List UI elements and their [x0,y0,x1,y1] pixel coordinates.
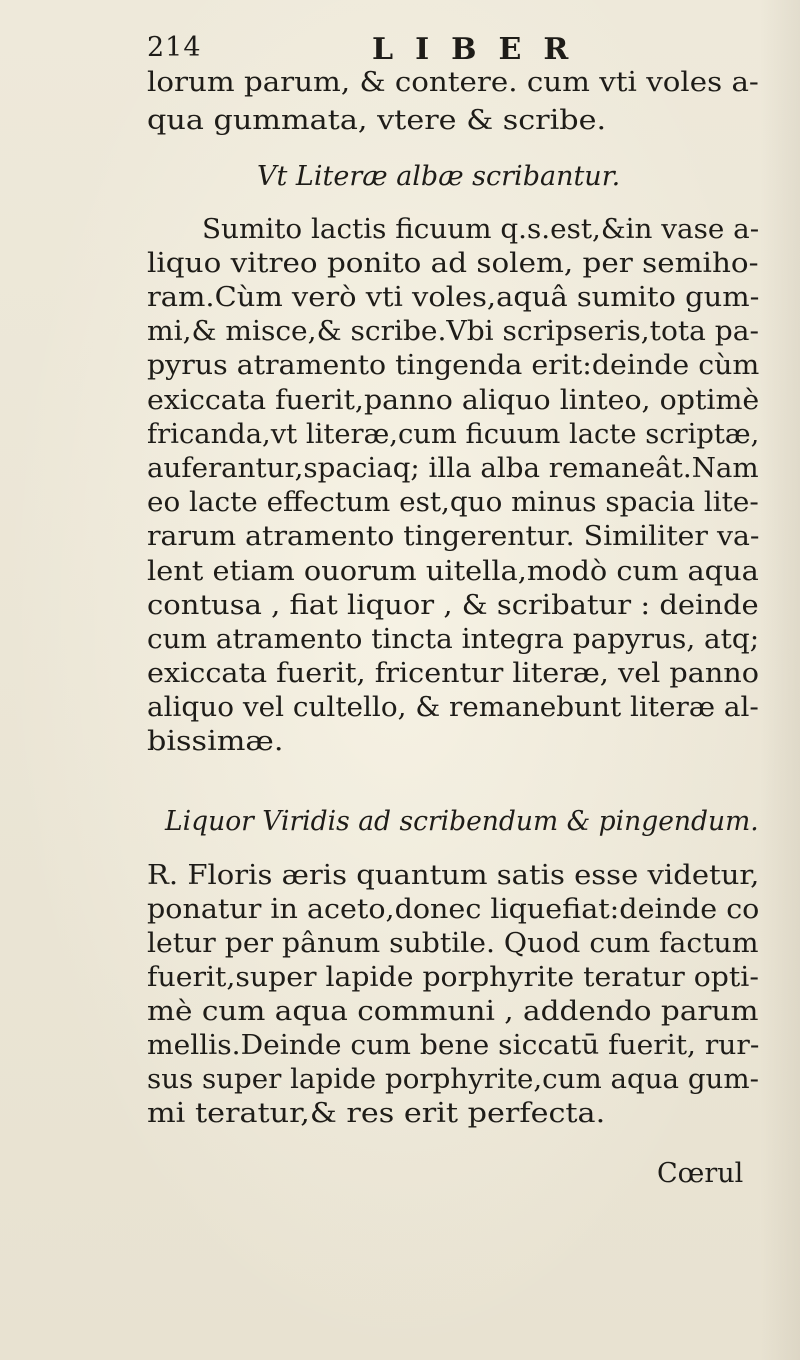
text-line: mi teratur,& res erit perfecta. [147,1098,606,1129]
text-line: mè cum aqua communi , addendo parum [147,996,759,1027]
text-line: exiccata fuerit, fricentur literæ, vel panno [147,658,759,689]
text-line: ram.Cùm verò vti voles,aquâ sumito gum- [147,282,760,313]
text-line: exiccata fuerit,panno aliquo linteo, optimè [147,385,760,416]
text-line: letur per pânum subtile. Quod cum factum [147,928,759,959]
text-line: rarum atramento tingerentur. Similiter va- [147,521,760,552]
text-line: fricanda,vt literæ,cum ficuum lacte scriptæ, [147,419,760,450]
text-line: sus super lapide porphyrite,cum aqua gum- [147,1064,759,1095]
section-heading: Vt Literæ albæ scribantur. [257,161,621,192]
text-line: lent etiam ouorum uitella,modò cum aqua [147,556,759,587]
text-line: contusa , fiat liquor , & scribatur : deinde [147,590,759,621]
text-line: mi,& misce,& scribe.Vbi scripseris,tota pa- [147,316,759,347]
page-number: 214 [147,32,202,63]
text-line: aliquo vel cultello, & remanebunt literæ al- [147,692,759,723]
text-line: qua gummata, vtere & scribe. [147,105,607,136]
text-line: cum atramento tincta integra papyrus, atq; [147,624,760,655]
text-line: lorum parum, & contere. cum vti voles a- [147,67,759,98]
text-line: Sumito lactis ficuum q.s.est,&in vase a- [202,214,760,245]
text-line: mellis.Deinde cum bene siccatū fuerit, rur- [147,1030,760,1061]
text-line: auferantur,spaciaq; illa alba remaneât.Nam [147,453,759,484]
running-head: LIBER [372,32,591,67]
text-line: liquo vitreo ponito ad solem, per semiho- [147,248,759,279]
page-fold-shadow [760,0,800,1360]
section-heading: Liquor Viridis ad scribendum & pingendum. [165,806,759,837]
text-line: fuerit,super lapide porphyrite teratur opti- [147,962,759,993]
text-line: pyrus atramento tingenda erit:deinde cùm [147,350,760,381]
text-line: eo lacte effectum est,quo minus spacia lite- [147,487,759,518]
text-line: R. Floris æris quantum satis esse videtur, [147,860,760,891]
catchword: Cœrul [657,1158,744,1189]
text-line: ponatur in aceto,donec liquefiat:deinde co [147,894,760,925]
text-line: bissimæ. [147,726,284,757]
